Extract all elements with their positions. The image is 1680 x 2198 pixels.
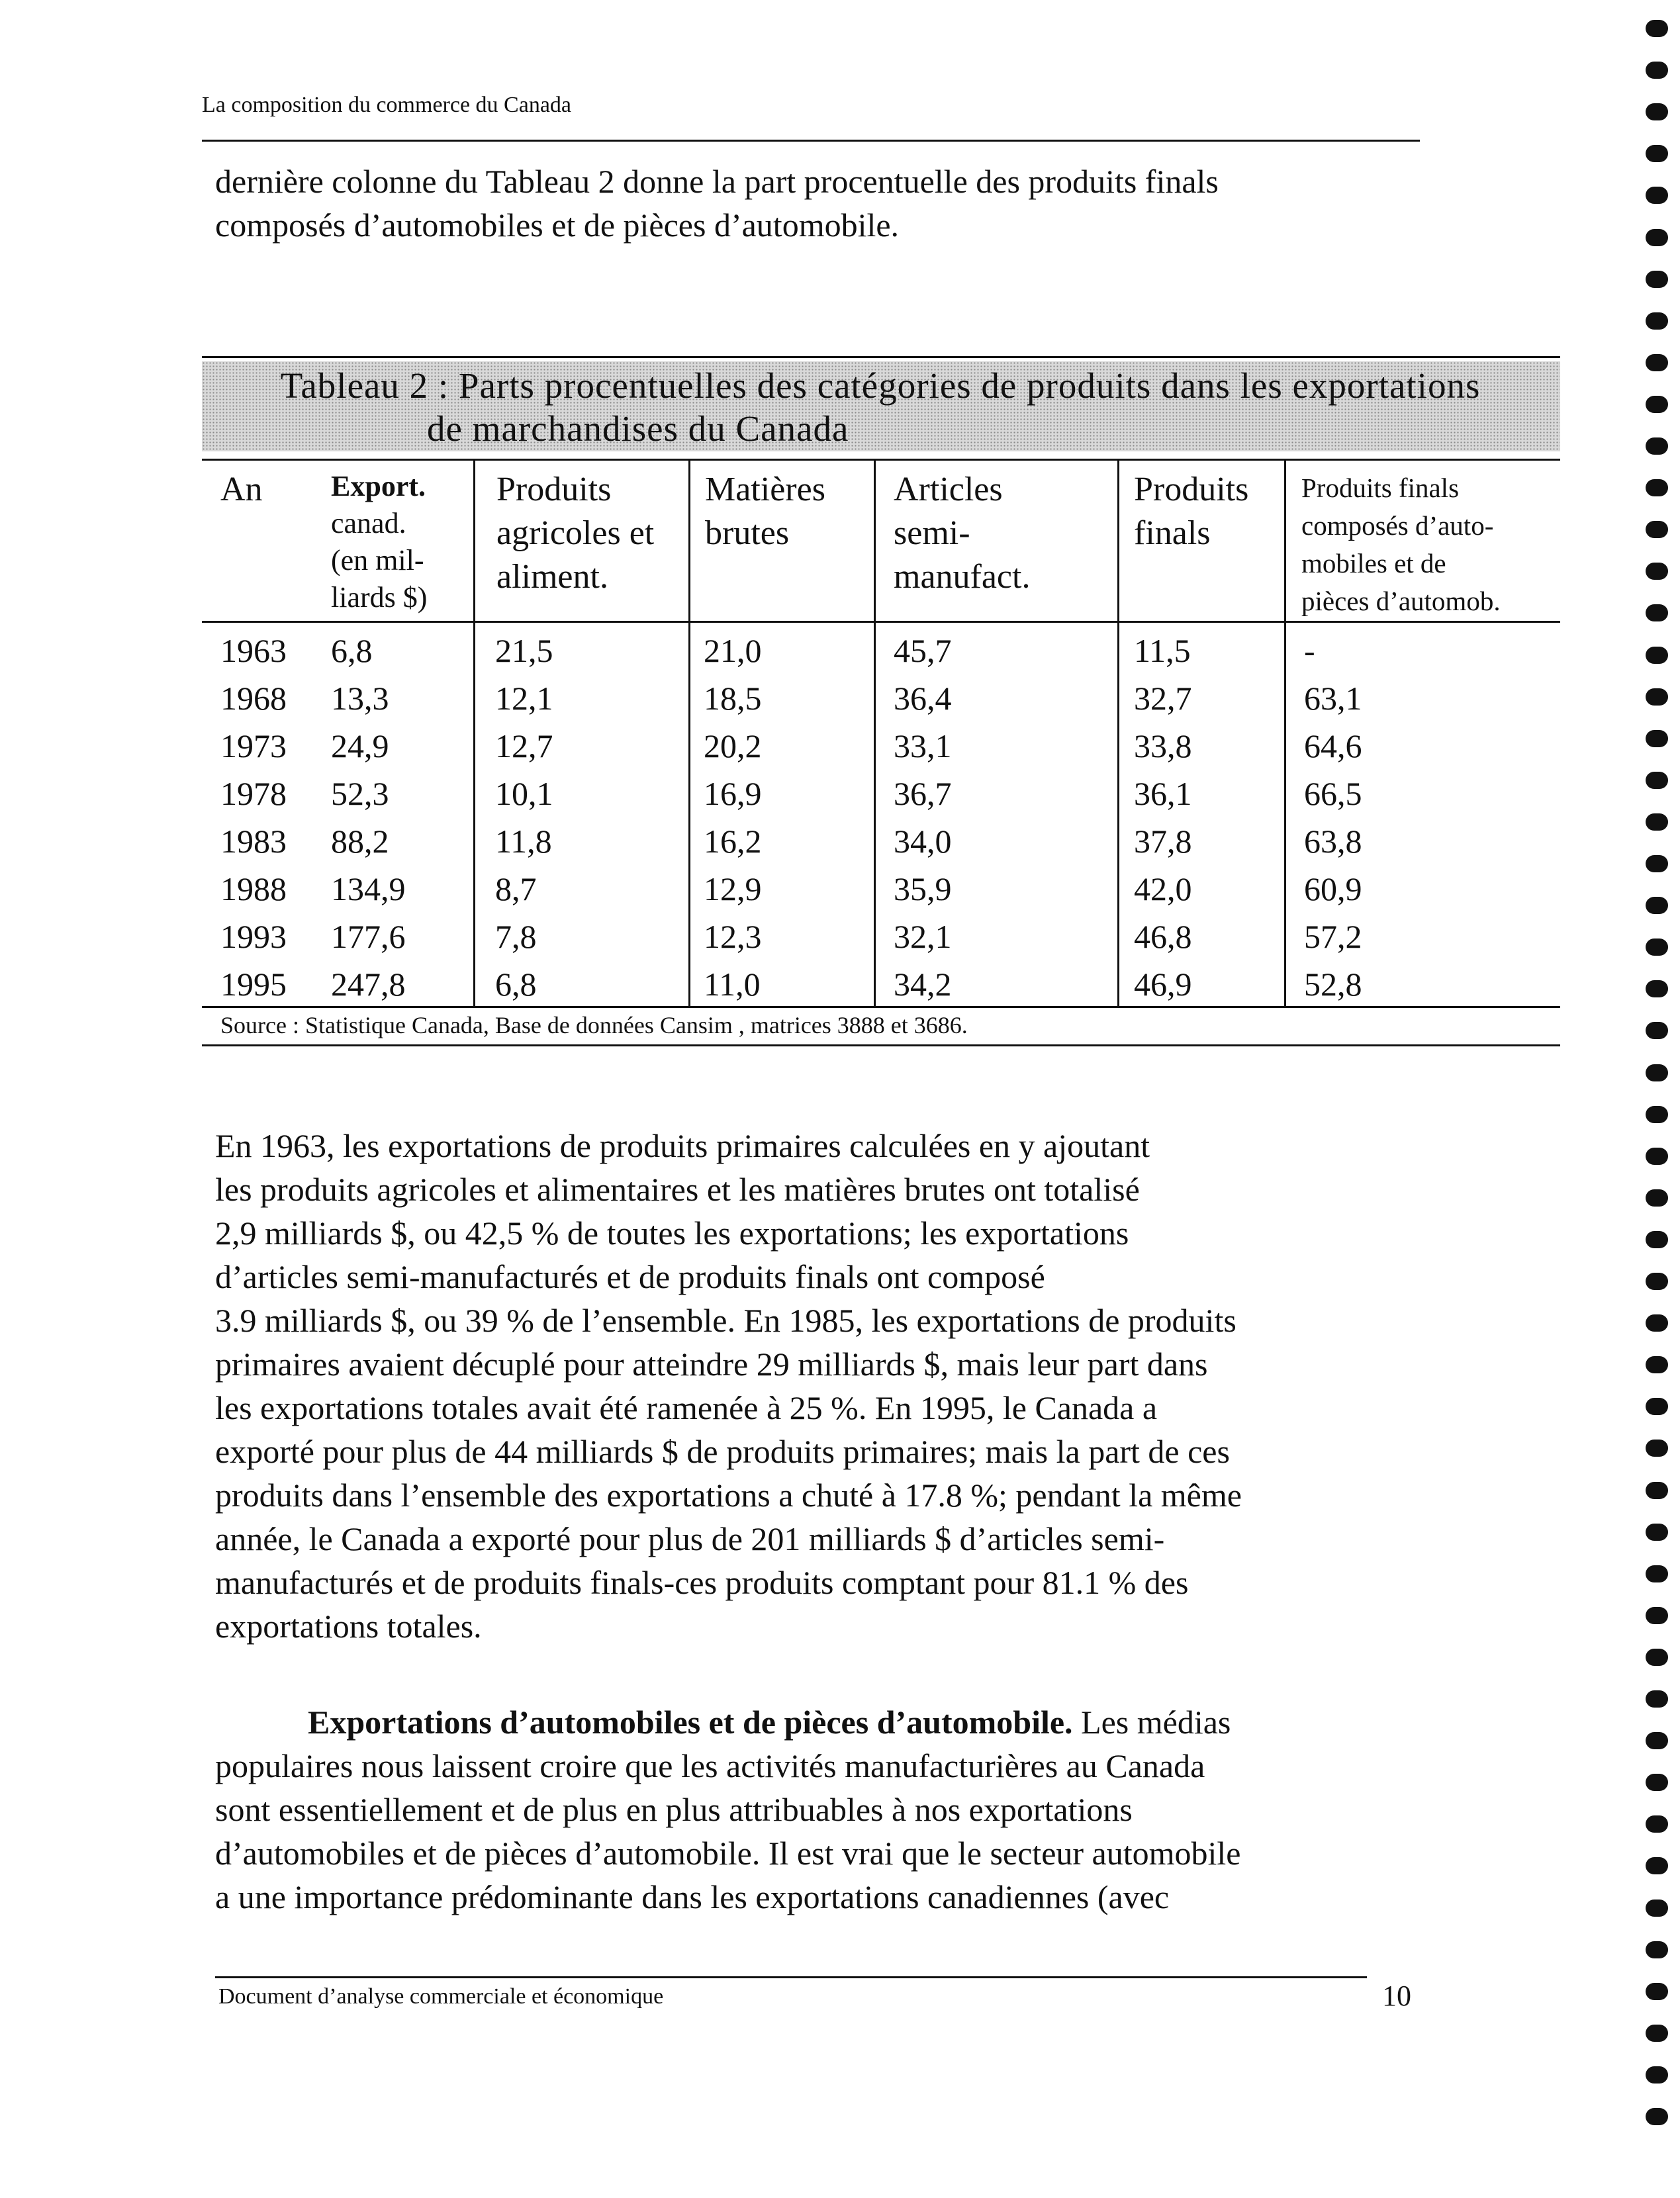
binding-hole — [1646, 1524, 1668, 1541]
column-header-export — [331, 468, 427, 616]
column-rule — [874, 461, 876, 1007]
binding-hole — [1646, 563, 1668, 580]
cell-semi: 36,4 — [894, 680, 952, 717]
page-number: 10 — [1382, 1980, 1411, 2012]
binding-hole — [1646, 145, 1668, 162]
binding-hole — [1646, 1857, 1668, 1874]
binding-hole — [1646, 1356, 1668, 1373]
binding-hole — [1646, 813, 1668, 831]
cell-export: 52,3 — [331, 775, 389, 812]
table-header-rule — [202, 621, 1560, 623]
cell-semi: 45,7 — [894, 632, 952, 669]
cell-agri: 11,8 — [495, 823, 552, 860]
binding-hole — [1646, 1732, 1668, 1749]
binding-hole — [1646, 1482, 1668, 1499]
cell-raw: 21,0 — [704, 632, 762, 669]
cell-auto: 60,9 — [1304, 870, 1362, 907]
cell-export: 177,6 — [331, 918, 406, 955]
cell-raw: 12,3 — [704, 918, 762, 955]
binding-hole — [1646, 1983, 1668, 2000]
cell-raw: 11,0 — [704, 966, 761, 1003]
binding-hole — [1646, 229, 1668, 246]
binding-hole — [1646, 1941, 1668, 1958]
cell-auto: 66,5 — [1304, 775, 1362, 812]
cell-export: 247,8 — [331, 966, 406, 1003]
binding-hole — [1646, 1649, 1668, 1666]
table-title: Tableau 2 : Parts procentuelles des catégories de produits dans les exportations — [280, 365, 1481, 406]
binding-hole — [1646, 437, 1668, 455]
cell-export: 24,9 — [331, 727, 389, 764]
cell-agri: 10,1 — [495, 775, 553, 812]
binding-hole — [1646, 688, 1668, 706]
cell-raw: 16,9 — [704, 775, 762, 812]
binding-hole — [1646, 897, 1668, 914]
binding-hole — [1646, 2025, 1668, 2042]
cell-semi: 34,2 — [894, 966, 952, 1003]
binding-hole — [1646, 1189, 1668, 1207]
cell-finals: 32,7 — [1134, 680, 1192, 717]
binding-hole — [1646, 521, 1668, 538]
binding-hole — [1646, 604, 1668, 621]
binding-hole — [1646, 980, 1668, 997]
binding-hole — [1646, 1565, 1668, 1582]
cell-year: 1993 — [220, 918, 287, 955]
cell-year: 1988 — [220, 870, 287, 907]
cell-finals: 46,8 — [1134, 918, 1192, 955]
binding-holes — [1646, 20, 1672, 2177]
cell-raw: 12,9 — [704, 870, 762, 907]
column-header-auto: Produits finals composés d’auto- mobiles et de pièces d’automob. — [1301, 473, 1501, 616]
cell-raw: 18,5 — [704, 680, 762, 717]
cell-year: 1995 — [220, 966, 287, 1003]
cell-raw: 16,2 — [704, 823, 762, 860]
cell-auto: 63,8 — [1304, 823, 1362, 860]
column-rule — [473, 461, 475, 1007]
binding-hole — [1646, 271, 1668, 288]
column-header-raw: Matières brutes — [705, 471, 825, 552]
table-title-continued: de marchandises du Canada — [427, 408, 849, 449]
cell-raw: 20,2 — [704, 727, 762, 764]
binding-hole — [1646, 1231, 1668, 1248]
column-header-finals: Produits finals — [1134, 471, 1249, 552]
binding-hole — [1646, 1440, 1668, 1457]
binding-hole — [1646, 312, 1668, 330]
binding-hole — [1646, 1774, 1668, 1791]
binding-hole — [1646, 1022, 1668, 1039]
table-title-rule — [202, 459, 1560, 461]
cell-agri: 12,1 — [495, 680, 553, 717]
binding-hole — [1646, 1064, 1668, 1081]
cell-finals: 11,5 — [1134, 632, 1191, 669]
cell-export: 13,3 — [331, 680, 389, 717]
binding-hole — [1646, 20, 1668, 37]
binding-hole — [1646, 855, 1668, 872]
binding-hole — [1646, 1690, 1668, 1708]
cell-finals: 42,0 — [1134, 870, 1192, 907]
cell-semi: 33,1 — [894, 727, 952, 764]
column-rule — [1284, 461, 1286, 1007]
column-header-export-bold: Export. — [331, 470, 426, 502]
binding-hole — [1646, 1398, 1668, 1415]
cell-auto: 57,2 — [1304, 918, 1362, 955]
running-footer: Document d’analyse commerciale et économique — [218, 1984, 664, 2009]
binding-hole — [1646, 1273, 1668, 1290]
column-rule — [1117, 461, 1119, 1007]
column-header-agri: Produits agricoles et aliment. — [496, 471, 655, 596]
cell-semi: 34,0 — [894, 823, 952, 860]
cell-export: 134,9 — [331, 870, 406, 907]
paragraph — [215, 1700, 1426, 1919]
cell-semi: 32,1 — [894, 918, 952, 955]
table-source-note: Source : Statistique Canada, Base de données Cansim , matrices 3888 et 3686. — [220, 1012, 968, 1038]
cell-semi: 36,7 — [894, 775, 952, 812]
running-header: La composition du commerce du Canada — [202, 93, 571, 117]
footer-rule — [215, 1976, 1367, 1978]
binding-hole — [1646, 939, 1668, 956]
column-rule — [688, 461, 690, 1007]
cell-finals: 46,9 — [1134, 966, 1192, 1003]
cell-finals: 37,8 — [1134, 823, 1192, 860]
column-header-semi: Articles semi- manufact. — [894, 471, 1031, 596]
binding-hole — [1646, 1815, 1668, 1833]
cell-semi: 35,9 — [894, 870, 952, 907]
cell-year: 1983 — [220, 823, 287, 860]
binding-hole — [1646, 647, 1668, 664]
table-bottom-rule — [202, 1006, 1560, 1008]
cell-finals: 33,8 — [1134, 727, 1192, 764]
binding-hole — [1646, 772, 1668, 789]
cell-auto: 52,8 — [1304, 966, 1362, 1003]
column-header-export-rest: canad. (en mil- liards $) — [331, 507, 428, 614]
cell-agri: 21,5 — [495, 632, 553, 669]
cell-agri: 6,8 — [495, 966, 537, 1003]
binding-hole — [1646, 1314, 1668, 1332]
binding-hole — [1646, 479, 1668, 496]
cell-year: 1973 — [220, 727, 287, 764]
binding-hole — [1646, 730, 1668, 747]
binding-hole — [1646, 103, 1668, 120]
binding-hole — [1646, 62, 1668, 79]
binding-hole — [1646, 1148, 1668, 1165]
table-source-rule — [202, 1044, 1560, 1046]
cell-year: 1963 — [220, 632, 287, 669]
binding-hole — [1646, 354, 1668, 371]
cell-finals: 36,1 — [1134, 775, 1192, 812]
cell-auto: 64,6 — [1304, 727, 1362, 764]
header-rule — [202, 140, 1420, 142]
intro-text: dernière colonne du Tableau 2 donne la part procentuelle des produits finals composés d’automobiles et de pièces d’automobile. — [215, 163, 1219, 244]
binding-hole — [1646, 1900, 1668, 1917]
cell-export: 6,8 — [331, 632, 373, 669]
cell-agri: 12,7 — [495, 727, 553, 764]
binding-hole — [1646, 2066, 1668, 2084]
cell-year: 1968 — [220, 680, 287, 717]
cell-agri: 7,8 — [495, 918, 537, 955]
column-header-year: An — [220, 471, 263, 508]
binding-hole — [1646, 396, 1668, 413]
binding-hole — [1646, 2108, 1668, 2125]
cell-auto: 63,1 — [1304, 680, 1362, 717]
paragraph-text: Les médias populaires nous laissent croire que les activités manufacturières au Canada sont essentiellement et de plus en plus attribuables à nos exportations d’automobiles et de pièces d’automobile. Il est vrai que le secteur automobile a une importance prédominante dans les exportations canadiennes (avec — [215, 1704, 1241, 1915]
binding-hole — [1646, 1106, 1668, 1123]
table-top-rule — [202, 356, 1560, 358]
cell-agri: 8,7 — [495, 870, 537, 907]
binding-hole — [1646, 1607, 1668, 1624]
binding-hole — [1646, 187, 1668, 204]
paragraph: En 1963, les exportations de produits primaires calculées en y ajoutant les produits agricoles et alimentaires et les matières brutes ont totalisé 2,9 milliards $, ou 42,5 % de toutes les exportations; les exportations d’articles semi-manufacturés et de produits finals ont composé 3.9 milliards $, ou 39 % de l’ensemble. En 1985, les exportations de produits primaires avaient décuplé pour atteindre 29 milliards $, mais leur part dans les exportations totales avait été ramenée à 25 %. En 1995, le Canada a exporté pour plus de 44 milliards $ de produits primaires; mais la part de ces produits dans l’ensemble des exportations a chuté à 17.8 %; pendant la même année, le Canada a exporté pour plus de 201 milliards $ d’articles semi- manufacturés et de produits finals-ces produits comptant pour 81.1 % des exportations totales. — [215, 1127, 1242, 1645]
cell-export: 88,2 — [331, 823, 389, 860]
cell-year: 1978 — [220, 775, 287, 812]
paragraph-run-in-heading: Exportations d’automobiles et de pièces d’automobile. — [308, 1704, 1073, 1741]
cell-auto: - — [1304, 632, 1315, 669]
